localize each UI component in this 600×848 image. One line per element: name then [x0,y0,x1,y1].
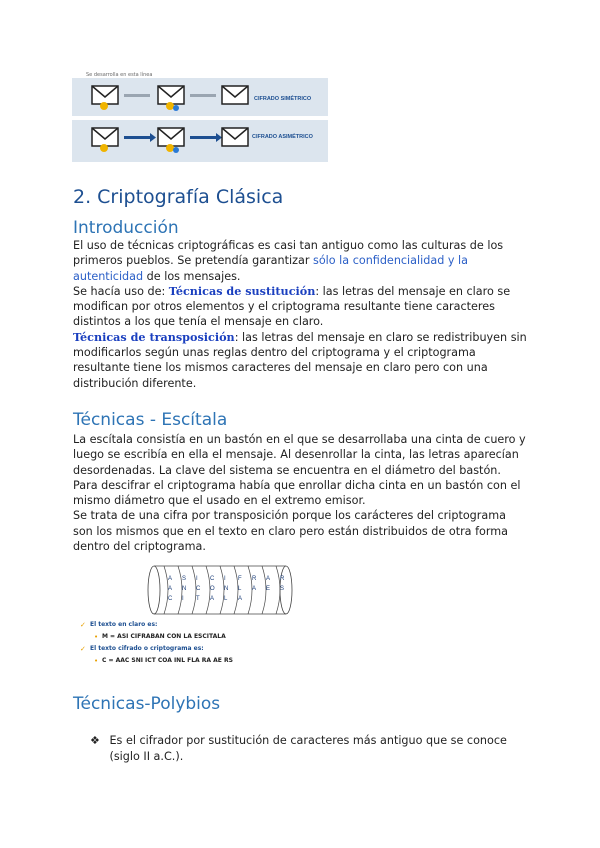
intro-paragraph-1 [73,238,529,284]
scytale-letter: C [210,576,215,582]
intro-paragraph-3 [73,330,529,391]
scytale-letter: I [182,596,184,602]
escitala-body [73,432,529,554]
list-item [80,655,340,667]
polybios-item [90,733,530,765]
intro-body [73,238,529,391]
scytale-letter: N [224,586,229,592]
scytale-letter: A [168,576,173,582]
scytale-letter: T [196,596,200,602]
scytale-letter: A [238,596,243,602]
scytale-letter: S [182,576,187,582]
escitala-paragraph-2: Para descifrar el criptograma había que enrollar dicha cinta en un bastón con el mismo diámetro que el usado en el extremo emisor. [73,478,521,508]
envelope-icon [222,128,248,146]
scytale-letter: R [280,576,285,582]
bullet-dot-icon: • [94,633,99,641]
scytale-letter: A [266,576,271,582]
scytale-letter: I [196,576,198,582]
bullet-dot-icon: • [94,657,99,665]
scytale-letter: F [238,576,242,582]
intro-p1-end: de los mensajes. [143,269,241,283]
scytale-letter: A [168,586,173,592]
section-heading: 2. Criptografía Clásica [73,186,284,208]
scytale-letter: L [238,586,242,592]
scytale-letter: O [210,586,215,592]
scytale-illustration [146,562,294,618]
intro-title: Introducción [73,218,179,238]
scytale-letter: I [224,576,226,582]
cipher-value: C = AAC SNI ICT COA INL FLA RA AE RS [102,657,233,664]
intro-p1-text: El uso de técnicas criptográficas es casi tan antiguo como las culturas de los primeros pueblos. Se pretendía garantizar [73,239,504,268]
cipher-label: El texto cifrado o criptograma es: [90,645,204,652]
scytale-letter: A [252,586,257,592]
scytale-letter: L [224,596,228,602]
polybios-item-text: Es el cifrador por sustitución de caracteres más antiguo que se conoce (siglo II a.C.). [109,734,507,763]
polybios-title: Técnicas-Polybios [73,694,221,714]
escitala-example-list [80,619,340,667]
list-item [80,631,340,643]
scytale-letter: R [252,576,257,582]
check-icon: ✓ [80,621,86,629]
plain-value: M = ASI CIFRABAN CON LA ESCITALA [102,633,226,640]
scytale-letter: S [280,586,285,592]
list-item [80,619,340,631]
diamond-bullet-icon: ❖ [90,734,100,747]
intro-paragraph-2 [73,284,529,330]
intro-p2-text: : las letras del mensaje en claro se modifican por otros elementos y el criptograma resultante tiene caracteres distintos a los que tenía el mensaje en claro. [73,284,511,329]
encryption-diagram [72,70,328,162]
list-item [80,643,340,655]
transposition-term: Técnicas de transposición [73,329,235,344]
figure-caption: Se desarrolla en esta línea [86,72,153,78]
plain-label: El texto en claro es: [90,621,158,628]
scytale-letter: C [168,596,173,602]
escitala-paragraph-3: Se trata de una cifra por transposición porque los carácteres del criptograma son los mismos que en el texto en claro pero están distribuidos de otra forma dentro del criptograma. [73,509,509,554]
substitution-term: Técnicas de sustitución [168,283,316,298]
escitala-paragraph-1: La escítala consistía en un bastón en el que se desarrollaba una cinta de cuero y luego se escribía en ella el mensaje. Al desenrollar la cinta, las letras aparecían desordenadas. La clave del sistema se encuentra en el diámetro del bastón. [73,433,526,477]
envelope-icon [222,86,248,104]
escitala-title: Técnicas - Escítala [73,410,228,430]
symmetric-title: CIFRADO SIMÉTRICO [254,96,312,102]
scytale-letter: N [182,586,187,592]
scytale-letter: A [210,596,215,602]
confidentiality-link: sólo la confidencialidad y la autenticidad [73,254,468,283]
scytale-letter: E [266,586,271,592]
check-icon: ✓ [80,645,86,653]
asymmetric-title: CIFRADO ASIMÉTRICO [252,134,313,140]
intro-p3-text: : las letras del mensaje en claro se redistribuyen sin modificarlos según unas reglas dentro del criptograma y el criptograma resultante tiene los mismos caracteres del mensaje en claro pero con una distribución diferente. [73,330,527,390]
intro-p2-prefix: Se hacía uso de: [73,284,169,298]
scytale-letter: C [196,586,201,592]
